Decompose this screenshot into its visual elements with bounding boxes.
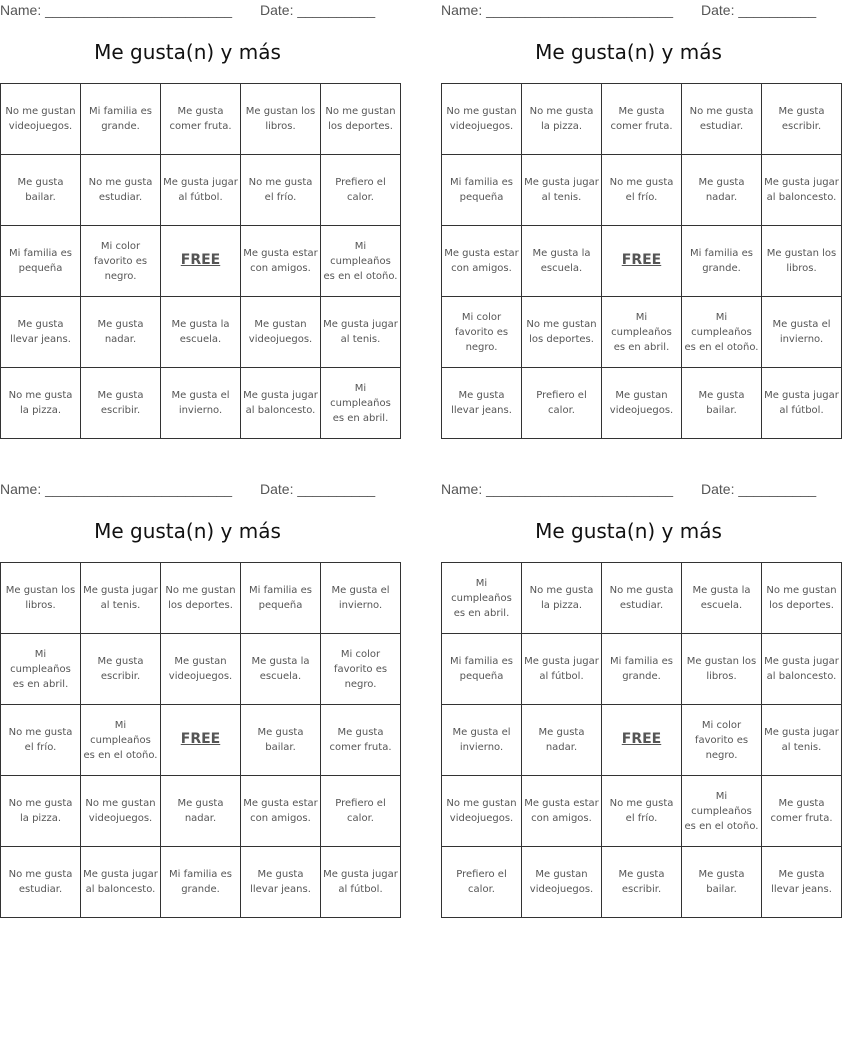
date-field-label: Date: __________ bbox=[701, 481, 817, 497]
bingo-cell: Me gusta jugar al tenis. bbox=[321, 297, 401, 368]
bingo-cell: Mi cumpleaños es en el otoño. bbox=[81, 705, 161, 776]
bingo-cell: Me gusta bailar. bbox=[682, 847, 762, 918]
bingo-cell: Me gusta nadar. bbox=[161, 776, 241, 847]
bingo-cell: Me gusta la escuela. bbox=[161, 297, 241, 368]
bingo-cell: Me gusta el invierno. bbox=[762, 297, 842, 368]
bingo-cell: Prefiero el calor. bbox=[442, 847, 522, 918]
grid-row bbox=[1, 226, 401, 297]
bingo-cell: Me gusta jugar al fútbol. bbox=[161, 155, 241, 226]
bingo-cell: Me gusta escribir. bbox=[81, 368, 161, 439]
bingo-cell: Mi cumpleaños es en abril. bbox=[442, 563, 522, 634]
card-header bbox=[441, 481, 816, 499]
bingo-cell: Me gusta nadar. bbox=[81, 297, 161, 368]
bingo-cell: Mi familia es pequeña bbox=[442, 634, 522, 705]
free-space bbox=[161, 705, 241, 776]
bingo-cell: No me gusta estudiar. bbox=[1, 847, 81, 918]
free-space bbox=[161, 226, 241, 297]
bingo-cell: Mi cumpleaños es en abril. bbox=[1, 634, 81, 705]
bingo-cell: Mi cumpleaños es en el otoño. bbox=[682, 297, 762, 368]
bingo-cell: Me gusta jugar al baloncesto. bbox=[81, 847, 161, 918]
bingo-cell: Me gustan los libros. bbox=[762, 226, 842, 297]
bingo-cell: Mi color favorito es negro. bbox=[321, 634, 401, 705]
bingo-cell: Me gusta la escuela. bbox=[522, 226, 602, 297]
bingo-cell: Me gusta el invierno. bbox=[321, 563, 401, 634]
date-field-label: Date: __________ bbox=[701, 2, 817, 18]
grid-row bbox=[1, 563, 401, 634]
bingo-cell: Me gusta estar con amigos. bbox=[241, 226, 321, 297]
date-field-label: Date: __________ bbox=[260, 481, 376, 497]
bingo-cell: Me gusta bailar. bbox=[1, 155, 81, 226]
bingo-grid bbox=[441, 562, 842, 918]
grid-row bbox=[442, 155, 842, 226]
grid-row bbox=[1, 705, 401, 776]
bingo-cell: Me gusta la escuela. bbox=[241, 634, 321, 705]
bingo-cell: Prefiero el calor. bbox=[522, 368, 602, 439]
bingo-cell: No me gustan los deportes. bbox=[762, 563, 842, 634]
grid-row bbox=[442, 634, 842, 705]
bingo-cell: Me gusta escribir. bbox=[602, 847, 682, 918]
bingo-cell: No me gusta la pizza. bbox=[522, 563, 602, 634]
grid-row bbox=[1, 155, 401, 226]
bingo-cell: Mi color favorito es negro. bbox=[442, 297, 522, 368]
card-title: Me gusta(n) y más bbox=[535, 40, 722, 64]
bingo-cell: Me gusta comer fruta. bbox=[161, 84, 241, 155]
bingo-cell: Me gusta jugar al baloncesto. bbox=[762, 155, 842, 226]
bingo-cell: Me gustan los libros. bbox=[241, 84, 321, 155]
grid-row bbox=[442, 563, 842, 634]
bingo-cell: Me gusta nadar. bbox=[522, 705, 602, 776]
bingo-cell: Mi familia es grande. bbox=[161, 847, 241, 918]
bingo-cell: Mi familia es grande. bbox=[682, 226, 762, 297]
bingo-cell: Mi familia es grande. bbox=[81, 84, 161, 155]
bingo-cell: Me gusta jugar al fútbol. bbox=[321, 847, 401, 918]
bingo-cell: Me gusta llevar jeans. bbox=[442, 368, 522, 439]
bingo-cell: Me gustan los libros. bbox=[682, 634, 762, 705]
card-header bbox=[0, 2, 375, 20]
bingo-grid bbox=[0, 562, 401, 918]
bingo-cell: Mi familia es pequeña bbox=[241, 563, 321, 634]
bingo-cell: Mi cumpleaños es en el otoño. bbox=[321, 226, 401, 297]
free-label: FREE bbox=[621, 731, 662, 747]
bingo-cell: Me gusta comer fruta. bbox=[321, 705, 401, 776]
free-label: FREE bbox=[621, 252, 662, 268]
bingo-cell: Me gusta escribir. bbox=[762, 84, 842, 155]
bingo-cell: No me gusta el frío. bbox=[1, 705, 81, 776]
grid-row bbox=[1, 776, 401, 847]
bingo-cell: Me gusta jugar al tenis. bbox=[81, 563, 161, 634]
bingo-cell: No me gusta el frío. bbox=[602, 155, 682, 226]
bingo-cell: Mi cumpleaños es en abril. bbox=[321, 368, 401, 439]
bingo-cell: Me gusta estar con amigos. bbox=[241, 776, 321, 847]
bingo-cell: Me gustan videojuegos. bbox=[241, 297, 321, 368]
bingo-cell: Mi color favorito es negro. bbox=[81, 226, 161, 297]
bingo-cell: Me gustan los libros. bbox=[1, 563, 81, 634]
grid-row bbox=[442, 847, 842, 918]
bingo-cell: No me gusta la pizza. bbox=[1, 776, 81, 847]
bingo-cell: Me gusta jugar al tenis. bbox=[522, 155, 602, 226]
bingo-cell: Me gusta llevar jeans. bbox=[1, 297, 81, 368]
grid-row bbox=[442, 226, 842, 297]
bingo-cell: No me gusta el frío. bbox=[602, 776, 682, 847]
bingo-grid bbox=[0, 83, 401, 439]
grid-row bbox=[442, 297, 842, 368]
name-field-label: Name: ________________________ bbox=[441, 2, 673, 18]
bingo-cell: Me gustan videojuegos. bbox=[522, 847, 602, 918]
grid-row bbox=[1, 634, 401, 705]
grid-row bbox=[1, 368, 401, 439]
bingo-cell: Mi familia es pequeña bbox=[442, 155, 522, 226]
card-title: Me gusta(n) y más bbox=[94, 519, 281, 543]
bingo-cell: No me gustan los deportes. bbox=[161, 563, 241, 634]
bingo-cell: No me gustan los deportes. bbox=[321, 84, 401, 155]
free-label: FREE bbox=[180, 731, 221, 747]
grid-row bbox=[1, 84, 401, 155]
card-header bbox=[0, 481, 375, 499]
bingo-cell: Me gusta jugar al baloncesto. bbox=[762, 634, 842, 705]
grid-row bbox=[442, 776, 842, 847]
bingo-cell: Me gusta estar con amigos. bbox=[522, 776, 602, 847]
name-field-label: Name: ________________________ bbox=[0, 2, 232, 18]
bingo-cell: No me gustan videojuegos. bbox=[1, 84, 81, 155]
card-title: Me gusta(n) y más bbox=[535, 519, 722, 543]
bingo-cell: No me gusta la pizza. bbox=[522, 84, 602, 155]
bingo-cell: No me gusta estudiar. bbox=[81, 155, 161, 226]
bingo-cell: No me gusta estudiar. bbox=[682, 84, 762, 155]
bingo-cell: Me gusta la escuela. bbox=[682, 563, 762, 634]
card-header bbox=[441, 2, 816, 20]
bingo-cell: Me gusta el invierno. bbox=[161, 368, 241, 439]
bingo-cell: Mi cumpleaños es en abril. bbox=[602, 297, 682, 368]
bingo-cell: Mi cumpleaños es en el otoño. bbox=[682, 776, 762, 847]
bingo-cell: Mi familia es grande. bbox=[602, 634, 682, 705]
bingo-cell: Me gusta jugar al baloncesto. bbox=[241, 368, 321, 439]
bingo-cell: Me gusta nadar. bbox=[682, 155, 762, 226]
free-space bbox=[602, 226, 682, 297]
grid-row bbox=[1, 297, 401, 368]
bingo-cell: Me gustan videojuegos. bbox=[602, 368, 682, 439]
bingo-cell: Me gusta comer fruta. bbox=[762, 776, 842, 847]
bingo-cell: No me gusta el frío. bbox=[241, 155, 321, 226]
bingo-cell: Me gusta comer fruta. bbox=[602, 84, 682, 155]
card-title: Me gusta(n) y más bbox=[94, 40, 281, 64]
bingo-cell: Prefiero el calor. bbox=[321, 155, 401, 226]
bingo-cell: Me gusta el invierno. bbox=[442, 705, 522, 776]
grid-row bbox=[1, 847, 401, 918]
grid-row bbox=[442, 84, 842, 155]
date-field-label: Date: __________ bbox=[260, 2, 376, 18]
bingo-cell: No me gusta estudiar. bbox=[602, 563, 682, 634]
bingo-cell: Me gusta jugar al tenis. bbox=[762, 705, 842, 776]
bingo-cell: Me gusta jugar al fútbol. bbox=[522, 634, 602, 705]
bingo-cell: Me gusta jugar al fútbol. bbox=[762, 368, 842, 439]
bingo-cell: Mi familia es pequeña bbox=[1, 226, 81, 297]
name-field-label: Name: ________________________ bbox=[0, 481, 232, 497]
bingo-cell: Me gusta escribir. bbox=[81, 634, 161, 705]
free-space bbox=[602, 705, 682, 776]
bingo-cell: No me gustan los deportes. bbox=[522, 297, 602, 368]
bingo-cell: No me gustan videojuegos. bbox=[442, 776, 522, 847]
name-field-label: Name: ________________________ bbox=[441, 481, 673, 497]
bingo-cell: No me gustan videojuegos. bbox=[81, 776, 161, 847]
grid-row bbox=[442, 705, 842, 776]
bingo-cell: No me gusta la pizza. bbox=[1, 368, 81, 439]
grid-row bbox=[442, 368, 842, 439]
bingo-cell: Mi color favorito es negro. bbox=[682, 705, 762, 776]
free-label: FREE bbox=[180, 252, 221, 268]
bingo-cell: Me gusta bailar. bbox=[682, 368, 762, 439]
bingo-cell: Me gustan videojuegos. bbox=[161, 634, 241, 705]
bingo-cell: Prefiero el calor. bbox=[321, 776, 401, 847]
bingo-cell: Me gusta estar con amigos. bbox=[442, 226, 522, 297]
bingo-grid bbox=[441, 83, 842, 439]
bingo-cell: No me gustan videojuegos. bbox=[442, 84, 522, 155]
bingo-cell: Me gusta llevar jeans. bbox=[241, 847, 321, 918]
bingo-cell: Me gusta llevar jeans. bbox=[762, 847, 842, 918]
bingo-cell: Me gusta bailar. bbox=[241, 705, 321, 776]
